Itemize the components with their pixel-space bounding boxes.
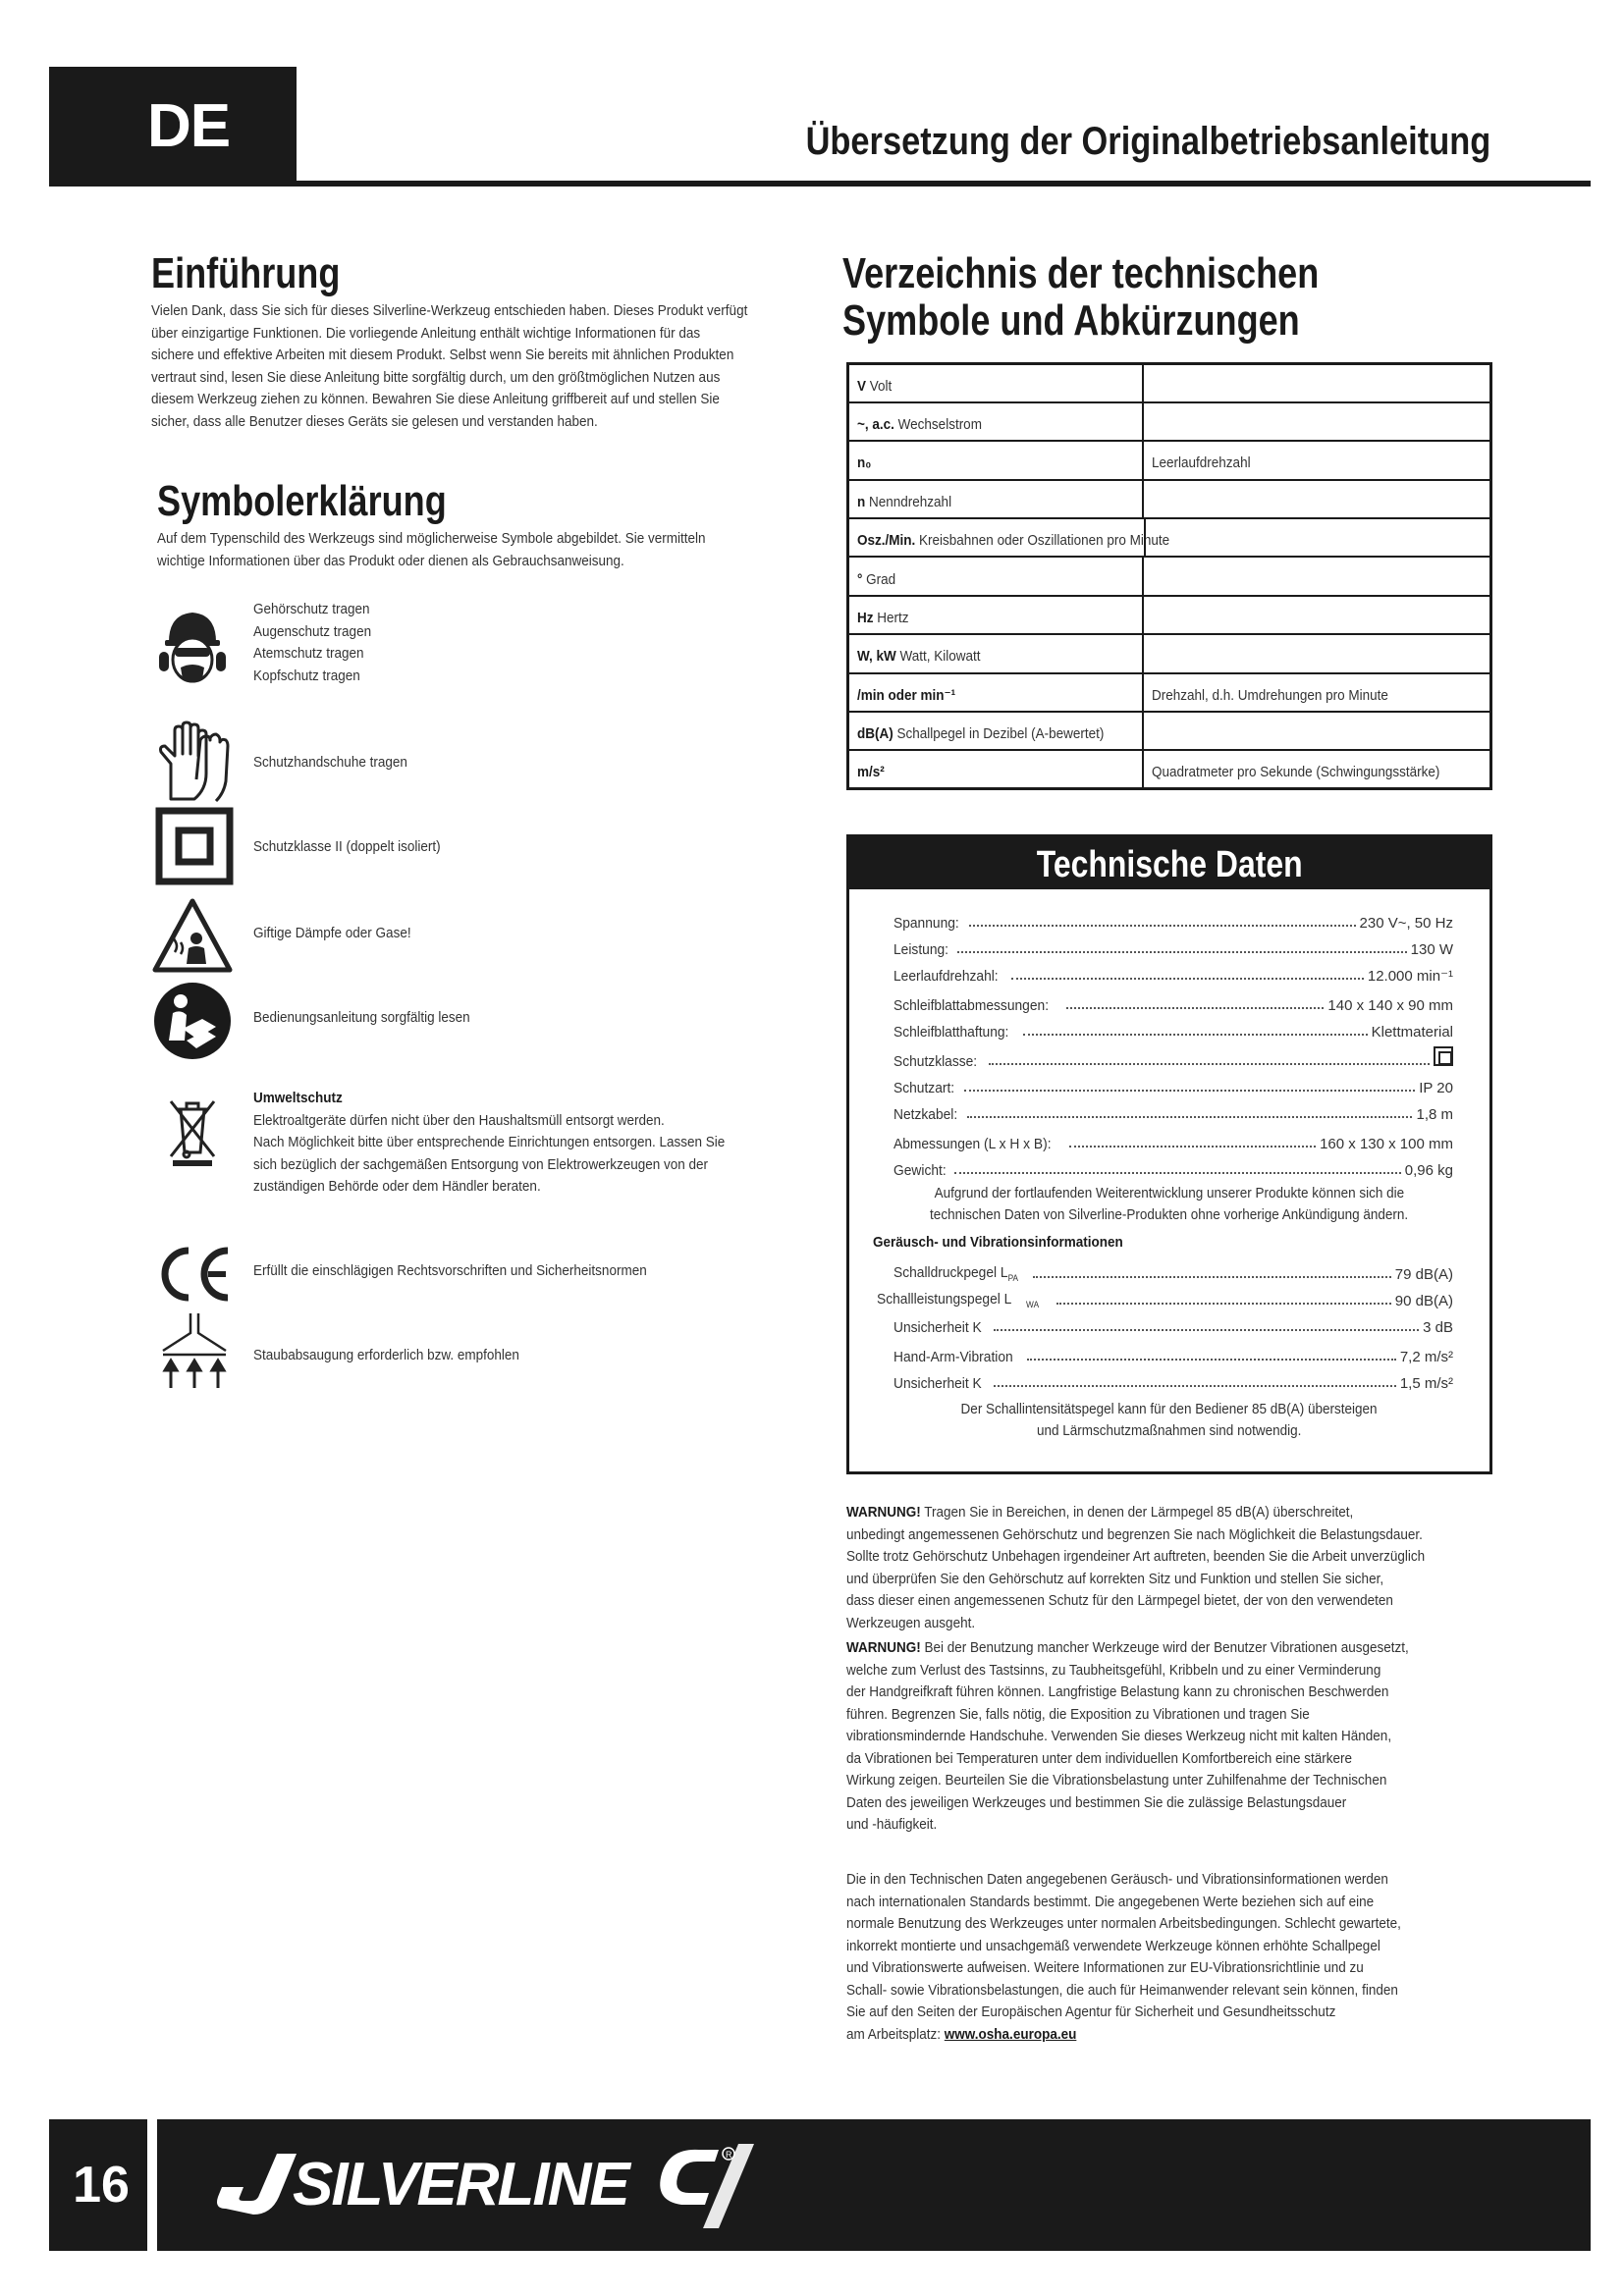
dust-extraction-symbol-text: Staubabsaugung erforderlich bzw. empfohlen — [253, 1347, 519, 1363]
intro-text: Vielen Dank, dass Sie sich für dieses Silverline-Werkzeug entschieden haben. Dieses Produkt verfügt über einzigartige Funktionen. Die vorliegende Anleitung enthält wichtige Informationen für das sichere und effektive Arbeiten mit diesem Produkt. Selbst wenn Sie bereits mit ähnlichen Produkten vertraut sind, lesen Sie diese Anleitung bitte sorgfältig durch, um den größtmöglichen Nutzen aus diesem Werkzeug ziehen zu können. Bewahren Sie diese Anleitung griffbereit auf und stellen Sie sicher, dass alle Benutzer dieses Geräts sie gelesen und verstanden haben. — [151, 302, 748, 430]
language-code: DE — [147, 92, 231, 160]
tech-data-note: Aufgrund der fortlaufenden Weiterentwicklung unserer Produkte können sich die technischen Daten von Silverline-Produkten ohne vorherige Ankündigung ändern. — [930, 1185, 1409, 1223]
tech-data-box — [846, 834, 1492, 1474]
dust-extraction-icon — [153, 1311, 236, 1394]
table-row: Hz Hertz — [848, 596, 1491, 634]
class-ii-symbol-text: Schutzklasse II (doppelt isoliert) — [253, 838, 441, 855]
spec-row: Schutzart: IP 20 — [893, 1080, 1453, 1096]
spec-row: Abmessungen (L x H x B): 160 x 130 x 100 mm — [893, 1136, 1453, 1152]
page-title: Übersetzung der Originalbetriebsanleitung — [805, 120, 1490, 163]
noise-row: Unsicherheit K 3 dB — [893, 1319, 1453, 1336]
noise-row: Hand-Arm-Vibration 7,2 m/s² — [893, 1349, 1453, 1365]
gloves-icon — [151, 721, 234, 803]
toxic-fumes-warning-icon — [151, 895, 234, 978]
table-row: n₀ Leerlaufdrehzahl — [848, 441, 1491, 479]
table-row: ° Grad — [848, 557, 1491, 595]
spec-row: Spannung: 230 V~, 50 Hz — [893, 915, 1453, 932]
class-ii-small-icon — [1434, 1046, 1453, 1066]
silverline-logo — [208, 2140, 758, 2228]
table-row: n Nenndrehzahl — [848, 480, 1491, 518]
spec-row: Schutzklasse: — [893, 1044, 1453, 1070]
footer-separator — [147, 2119, 157, 2251]
spec-row: Gewicht: 0,96 kg — [893, 1162, 1453, 1179]
symbols-heading: Symbolerklärung — [157, 477, 447, 525]
ce-mark-icon — [153, 1233, 236, 1315]
spec-row: Leistung: 130 W — [893, 941, 1453, 958]
spec-row: Schleifblattabmessungen: 140 x 140 x 90 mm — [893, 997, 1453, 1014]
symbols-intro: Auf dem Typenschild des Werkzeugs sind möglicherweise Symbole abgebildet. Sie vermitteln wichtige Informationen über das Produkt oder dienen als Gebrauchsanweisung. — [157, 530, 706, 569]
emission-info: Die in den Technischen Daten angegebenen Geräusch- und Vibrationsinformationen werden nach internationalen Standards bestimmt. Die angegebenen Werte beziehen sich auf eine normale Benutzung des Werkzeuges unter normalen Arbeitsbedingungen. Schlecht gewartete, inkorrekt montierte und unsachgemäß verwendete Werkzeuge können erhöhte Schallpegel und Vibrationswerte aufweisen. Weitere Informationen zur EU-Vibrationsrichtlinie und zu Schall- sowie Vibrationsbelastungen, die auch für Heimanwender relevant sein können, finden Sie auf den Seiten der Europäischen Agentur für Sicherheit und Gesundheitsschutz am Arbeitsplatz: www.osha.europa.eu — [846, 1871, 1401, 2043]
protection-class-ii-icon — [155, 807, 238, 889]
table-row: Osz./Min. Kreisbahnen oder Oszillationen pro Minute — [848, 518, 1491, 557]
abbreviations-heading-line1: Verzeichnis der technischen — [842, 249, 1320, 297]
abbreviations-table — [846, 362, 1492, 790]
noise-row: Schalldruckpegel $L_{PA}$ 79 dB(A) — [893, 1264, 1453, 1283]
toxic-fumes-symbol-text: Giftige Dämpfe oder Gase! — [253, 925, 411, 941]
tech-data-title: Technische Daten — [1036, 844, 1303, 885]
spec-row: Schleifblatthaftung: Klettmaterial — [893, 1024, 1453, 1041]
abbreviations-heading-line2: Symbole und Abkürzungen — [842, 296, 1300, 345]
logo-wordmark: SILVERLINE — [293, 2151, 628, 2218]
osha-link[interactable]: www.osha.europa.eu — [944, 2025, 1077, 2043]
weee-crossed-bin-icon — [151, 1090, 234, 1172]
ce-symbol-text: Erfüllt die einschlägigen Rechtsvorschriften und Sicherheitsnormen — [253, 1262, 647, 1279]
header-rule — [297, 181, 1591, 187]
noise-row: Schallleistungspegel L $_{WA}$ 90 dB(A) — [877, 1291, 1453, 1309]
spec-row: Netzkabel: 1,8 m — [893, 1106, 1453, 1123]
noise-note: Der Schallintensitätspegel kann für den Bediener 85 dB(A) übersteigen und Lärmschutzmaßnahmen sind notwendig. — [960, 1401, 1379, 1439]
table-row: V Volt — [848, 364, 1491, 402]
noise-warning: WARNUNG! Tragen Sie in Bereichen, in denen der Lärmpegel 85 dB(A) überschreitet, unbedingt angemessenen Gehörschutz und begrenzen Sie nach Möglichkeit die Belastungsdauer. Sollte trotz Gehörschutz Unbehagen irgendeiner Art auftreten, beenden Sie die Arbeit unverzüglich und überprüfen Sie den Gehörschutz auf korrekten Sitz und Funktion und stellen Sie sicher, dass dieser einen angemessenen Schutz für den Lärmpegel bietet, der von den verwendeten Werkzeugen ausgeht. — [846, 1504, 1426, 1631]
spec-row: Leerlaufdrehzahl: 12.000 min⁻¹ — [893, 968, 1453, 985]
read-manual-symbol-text: Bedienungsanleitung sorgfältig lesen — [253, 1009, 470, 1026]
intro-heading: Einführung — [151, 249, 341, 297]
hearing-eye-breathing-head-protection-icon — [151, 605, 234, 687]
table-row: ~, a.c. Wechselstrom — [848, 402, 1491, 441]
table-row: W, kW Watt, Kilowatt — [848, 634, 1491, 672]
noise-vibration-heading: Geräusch- und Vibrationsinformationen — [873, 1234, 1123, 1251]
table-row: m/s² Quadratmeter pro Sekunde (Schwingungsstärke) — [848, 750, 1491, 788]
ppe-symbol-text: Gehörschutz tragen Augenschutz tragen Atemschutz tragen Kopfschutz tragen — [253, 601, 372, 684]
page-number: 16 — [73, 2157, 130, 2214]
table-row: /min oder min⁻¹ Drehzahl, d.h. Umdrehungen pro Minute — [848, 673, 1491, 712]
weee-symbol-text: Umweltschutz Elektroaltgeräte dürfen nicht über den Haushaltsmüll entsorgt werden. Nach Möglichkeit bitte über entsprechende Einrichtungen entsorgen. Lassen Sie sich bezüglich der sachgemäßen Entsorgung von Elektrowerkzeugen von der zuständigen Behörde oder dem Händler beraten. — [253, 1090, 726, 1195]
gloves-symbol-text: Schutzhandschuhe tragen — [253, 754, 407, 771]
table-row: dB(A) Schallpegel in Dezibel (A-bewertet) — [848, 712, 1491, 750]
svg-text:R: R — [726, 2150, 732, 2160]
vibration-warning: WARNUNG! Bei der Benutzung mancher Werkzeuge wird der Benutzer Vibrationen ausgesetzt, welche zum Verlust des Tastsinns, zu Taubheitsgefühl, Kribbeln und zu einer Verminderung der Handgreifkraft führen können. Langfristige Belastung kann zu chronischen Beschwerden führen. Begrenzen Sie, falls nötig, die Exposition zu Vibrationen und tragen Sie vibrationsmindernde Handschuhe. Verwenden Sie dieses Werkzeug nicht mit kalten Händen, da Vibrationen bei Temperaturen unter dem individuellen Komfortbereich eine stärkere Wirkung zeigen. Beurteilen Sie die Vibrationsbelastung unter Zuhilfenahme der Technischen Daten des jeweiligen Werkzeuges und bestimmen Sie die zulässige Belastungsdauer und -häufigkeit. — [846, 1639, 1409, 1833]
read-manual-icon — [151, 980, 234, 1062]
noise-row: Unsicherheit K 1,5 m/s² — [893, 1375, 1453, 1392]
